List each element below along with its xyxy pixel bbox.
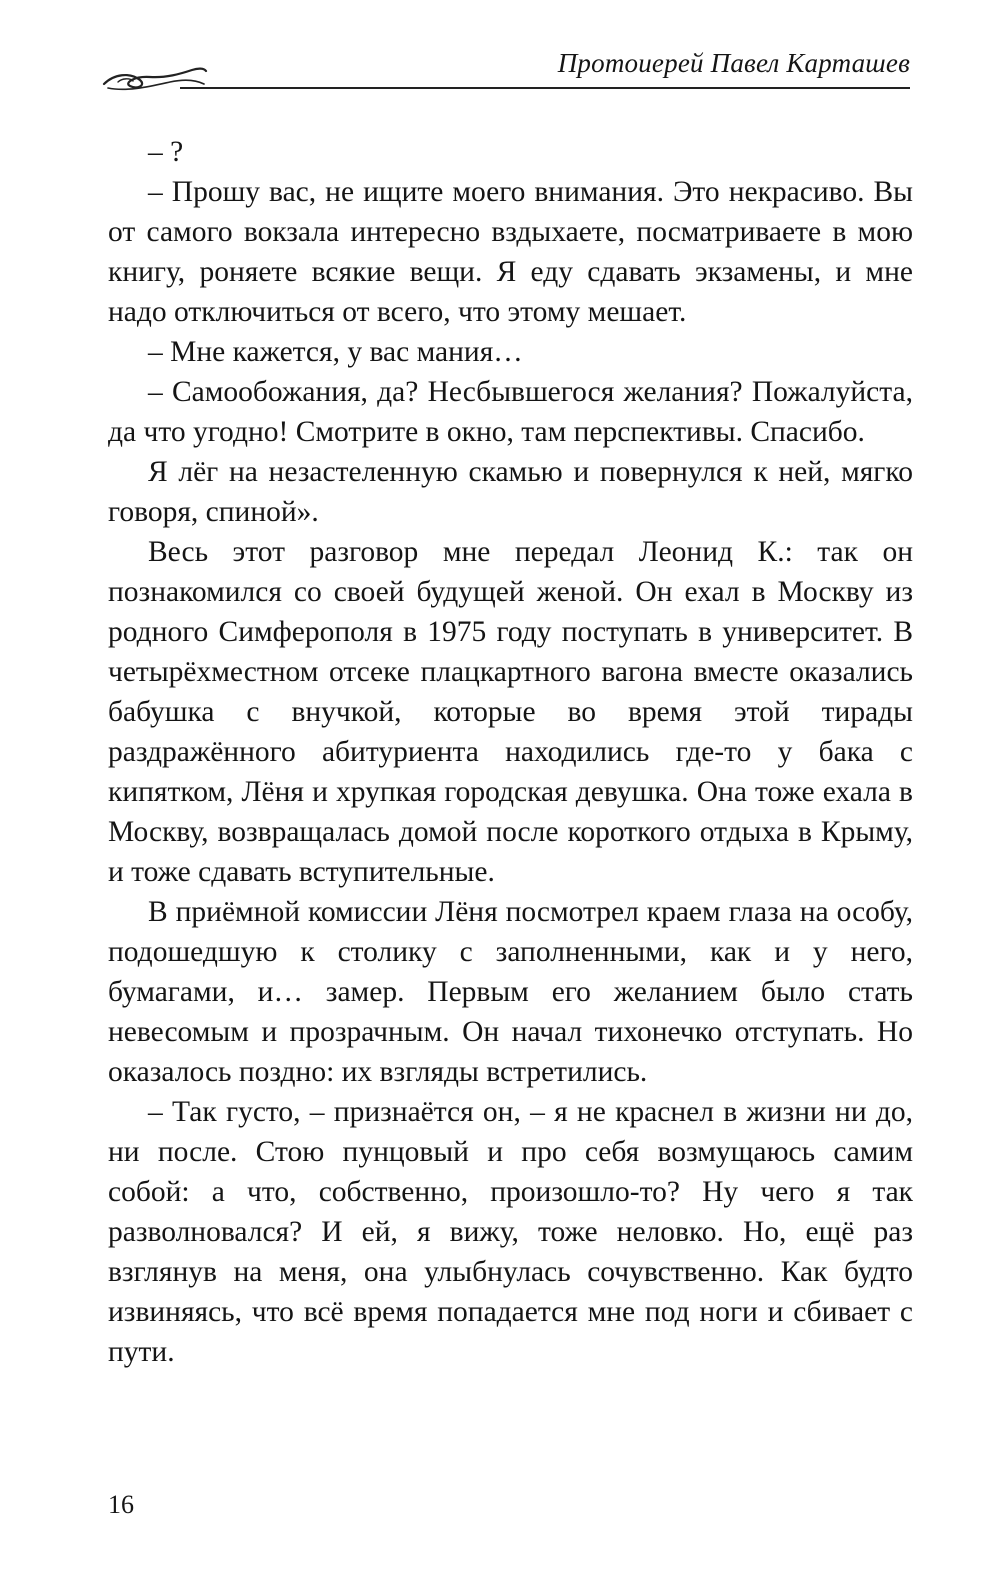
running-title: Протоиерей Павел Карташев [557, 48, 910, 78]
paragraph: – Мне кажется, у вас мания… [148, 336, 523, 368]
running-header [100, 40, 910, 100]
paragraph: – Прошу вас, не ищите моего внимания. Это некрасиво. Вы от самого вокзала интересно вздыхаете, посматриваете в мою книгу, роняете всякие вещи. Я еду сдавать экзамены, и мне надо отключиться от всего, что этому мешает. [108, 176, 913, 328]
paragraph: Весь этот разговор мне передал Леонид К.: так он познакомился со своей будущей женой. Он ехал в Москву из родного Симферополя в 1975 году поступать в университет. В четырёхместном отсеке плацкартного вагона вместе оказались бабушка с внучкой, которые во время этой тирады раздражённого абитуриента находились где-то у бака с кипятком, Лёня и хрупкая городская девушка. Она тоже ехала в Москву, возвращалась домой после короткого отдыха в Крыму, и тоже сдавать вступительные. [108, 536, 913, 888]
paragraph: В приёмной комиссии Лёня посмотрел краем глаза на особу, подошедшую к столику с заполненными, как и у него, бумагами, и… замер. Первым его желанием было стать невесомым и прозрачным. Он начал тихонечко отступать. Но оказалось поздно: их взгляды встретились. [108, 896, 913, 1088]
body-text [108, 132, 913, 1372]
flourish-ornament-icon [100, 62, 210, 96]
paragraph: – Так густо, – признаётся он, – я не краснел в жизни ни до, ни после. Стою пунцовый и про себя возмущаюсь самим собой: а что, собственно, произошло-то? Ну чего я так разволновался? И ей, я вижу, тоже неловко. Но, ещё раз взглянув на меня, она улыбнулась сочувственно. Как будто извиняясь, что всё время попадается мне под ноги и сбивает с пути. [108, 1096, 913, 1368]
paragraph: – Самообожания, да? Несбывшегося желания? Пожалуйста, да что угодно! Смотрите в окно, там перспективы. Спасибо. [108, 376, 913, 448]
header-rule [180, 87, 910, 89]
paragraph: Я лёг на незастеленную скамью и повернулся к ней, мягко говоря, спиной». [108, 456, 913, 528]
paragraph: – ? [148, 136, 184, 168]
page-number: 16 [108, 1490, 134, 1519]
